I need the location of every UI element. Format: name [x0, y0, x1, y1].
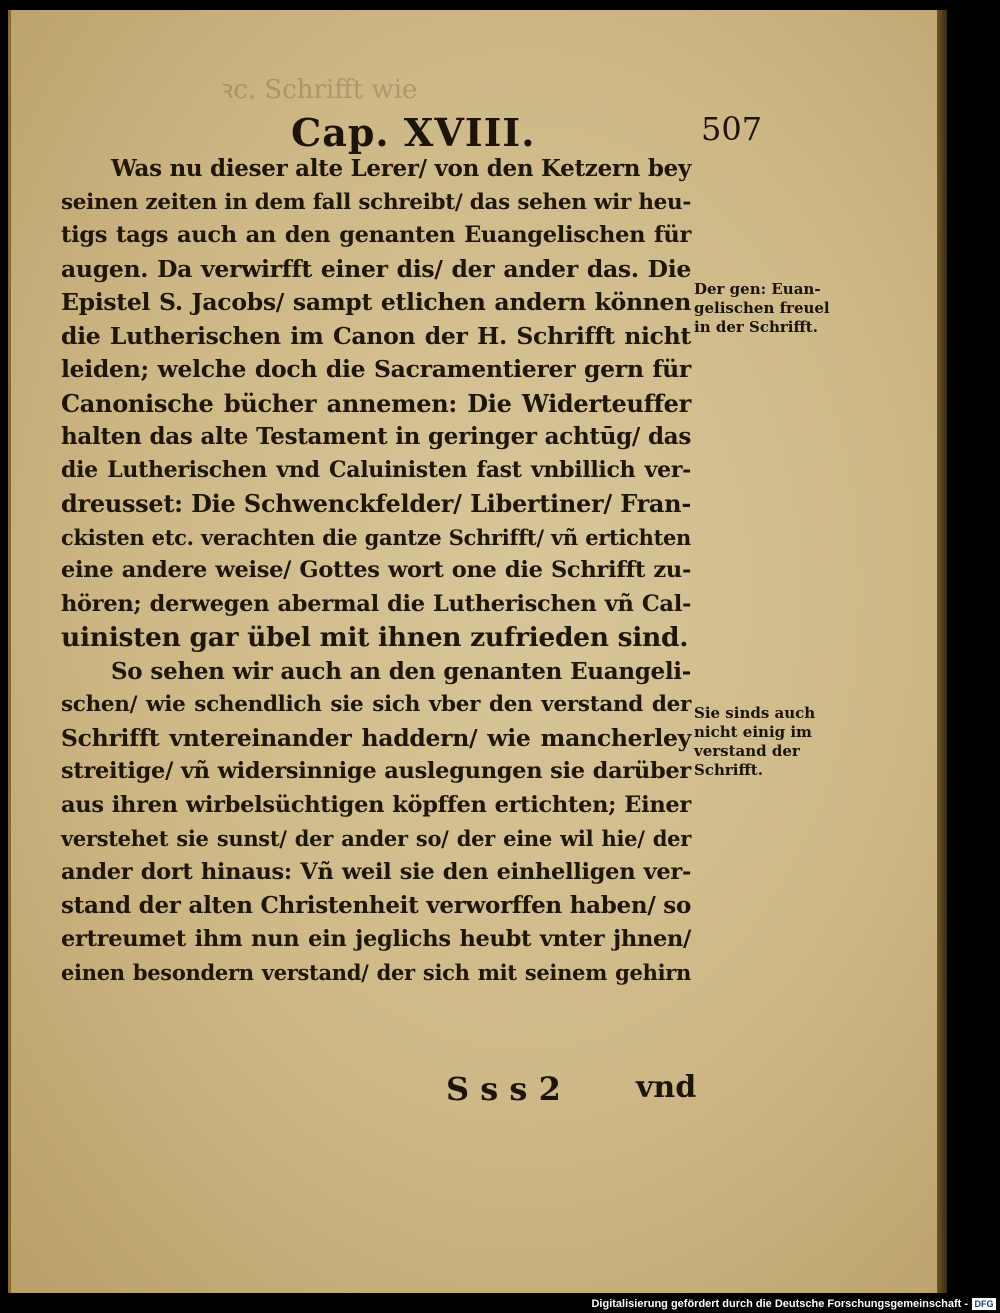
- text-line: Epistel S. Jacobs/ sampt etlichen andern können: [61, 288, 691, 316]
- dfg-logo: DFG: [972, 1298, 996, 1310]
- text-line: aus ihren wirbelsüchtigen köpffen ertichten; Einer: [61, 791, 691, 818]
- text-line: Canonische bücher annemen: Die Widerteuffer: [61, 388, 691, 418]
- text-line: schen/ wie schendlich sie sich vber den verstand der: [61, 692, 691, 717]
- marginal-note-line: Sie sinds auch: [694, 704, 816, 722]
- signature-mark: S s s 2: [446, 1070, 561, 1108]
- marginal-note-line: in der Schrifft.: [694, 318, 818, 336]
- footer-bar: [0, 1293, 1000, 1313]
- bleed-through-text: ꝛc. Schrifft wie: [221, 75, 418, 105]
- text-line: eine andere weise/ Gottes wort one die Schrifft zu-: [61, 557, 691, 583]
- text-line: seinen zeiten in dem fall schreibt/ das sehen wir heu-: [61, 189, 691, 215]
- page-number: 507: [701, 110, 763, 148]
- text-line: dreusset: Die Schwenckfelder/ Libertiner/ Fran-: [61, 489, 691, 518]
- text-line: Schrifft vntereinander haddern/ wie mancherley: [61, 723, 691, 752]
- text-line: So sehen wir auch an den genanten Euangeli-: [111, 657, 691, 685]
- text-line: halten das alte Testament in geringer achtūg/ das: [61, 423, 691, 450]
- main-text-block: [61, 152, 691, 990]
- catchword: vnd: [636, 1070, 697, 1105]
- marginal-note-line: Schrifft.: [694, 761, 763, 779]
- text-line: uinisten gar übel mit ihnen zufrieden sind.: [61, 622, 689, 653]
- page-edge: [937, 10, 947, 1293]
- chapter-header: Cap. XVIII.: [291, 110, 536, 155]
- text-line: Was nu dieser alte Lerer/ von den Ketzern bey: [111, 155, 692, 182]
- text-line: stand der alten Christenheit verworffen haben/ so: [61, 892, 691, 919]
- text-line: leiden; welche doch die Sacramentierer gern für: [61, 355, 691, 383]
- text-line: die Lutherischen im Canon der H. Schrifft nicht: [61, 321, 691, 350]
- marginal-note-line: verstand der: [694, 742, 800, 760]
- text-line: augen. Da verwirfft einer dis/ der ander das. Die: [61, 254, 691, 283]
- text-line: ckisten etc. verachten die gantze Schrifft/ vñ ertichten: [61, 524, 691, 550]
- text-line: streitige/ vñ widersinnige auslegungen sie darüber: [61, 758, 691, 784]
- text-line: einen besondern verstand/ der sich mit seinem gehirn: [61, 960, 691, 985]
- text-line: die Lutherischen vnd Caluinisten fast vnbillich ver-: [61, 456, 691, 483]
- marginal-note-line: nicht einig im: [694, 723, 812, 741]
- marginal-note-1: [694, 280, 830, 337]
- text-line: verstehet sie sunst/ der ander so/ der eine wil hie/ der: [61, 826, 691, 851]
- text-line: tigs tags auch an den genanten Euangelischen für: [61, 222, 691, 248]
- text-line: ertreumet ihm nun ein jeglichs heubt vnter jhnen/: [61, 925, 691, 952]
- text-line: hören; derwegen abermal die Lutherischen vñ Cal-: [61, 590, 691, 617]
- marginal-note-line: Der gen: Euan-: [694, 280, 821, 298]
- marginal-note-line: gelischen freuel: [694, 299, 830, 317]
- footer-credit: Digitalisierung gefördert durch die Deutsche Forschungsgemeinschaft -: [591, 1298, 968, 1310]
- text-line: ander dort hinaus: Vñ weil sie den einhelligen ver-: [61, 858, 691, 885]
- marginal-note-2: [694, 704, 815, 780]
- book-page: [8, 10, 943, 1293]
